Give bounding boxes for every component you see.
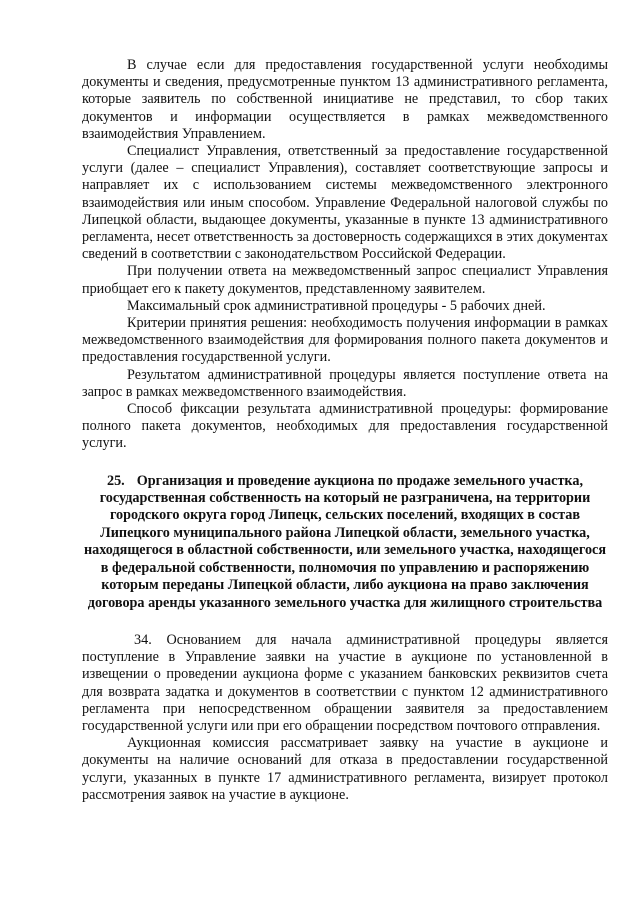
top-text-block: [82, 57, 608, 453]
paragraph-result-fixation: Способ фиксации результата административной процедуры: формирование полного пакета документов, необходимых для предоставления государственной услуги.: [82, 401, 608, 452]
paragraph-interagency-request: В случае если для предоставления государственной услуги необходимы документы и сведения, предусмотренные пунктом 13 административного регламента, которые заявитель по собственной инициативе не представил, то сбор таких документов и информации осуществляется в рамках межведомственного взаимодействия Управлением.: [82, 57, 608, 142]
paragraph-procedure-result: Результатом административной процедуры является поступление ответа на запрос в рамках межведомственного взаимодействия.: [82, 366, 608, 400]
paragraph-response-attach: При получении ответа на межведомственный запрос специалист Управления приобщает его к пакету документов, представленному заявителем.: [82, 263, 608, 297]
section-title: Организация и проведение аукциона по продаже земельного участка, государственная собственность на который не разграничена, на территории городского округа город Липецк, сельских поселений, входящих в состав Липецкого муниципального района Липецкой области, земельного участка, находящегося в областной собственности, или земельного участка, находящегося в федеральной собственности, полномочия по управлению и распоряжению которым переданы Липецкой области, либо аукциона на право заключения договора аренды указанного земельного участка для жилищного строительства: [83, 472, 607, 611]
section-number: 25.: [106, 472, 125, 489]
bottom-text-block: [82, 632, 608, 804]
paragraph-34-basis: 34. Основанием для начала административной процедуры является поступление в Управление заявки на участие в аукционе по установленной в извещении о проведении аукциона форме с указанием банковских реквизитов счета для возврата задатка и документов в соответствии с пунктом 12 административного регламента при непосредственном обращении заявителя за предоставлением государственной услуги или при его обращении посредством почтового отправления.: [82, 631, 608, 734]
section-heading: [82, 473, 608, 612]
paragraph-specialist-requests: Специалист Управления, ответственный за предоставление государственной услуги (далее – специалист Управления), составляет соответствующие запросы и направляет их с использованием системы межведомственного электронного взаимодействия или иным способом. Управление Федеральной налоговой службы по Липецкой области, выдающее документы, указанные в пункте 13 административного регламента, несет ответственность за достоверность содержащихся в этих документах сведений в соответствии с законодательством Российской Федерации.: [82, 143, 608, 263]
paragraph-decision-criteria: Критерии принятия решения: необходимость получения информации в рамках межведомственного взаимодействия для формирования полного пакета документов и предоставления государственной услуги.: [82, 315, 608, 366]
paragraph-auction-commission: Аукционная комиссия рассматривает заявку на участие в аукционе и документы на наличие оснований для отказа в предоставлении государственной услуги, указанных в пункте 17 административного регламента, визирует протокол рассмотрения заявок на участие в аукционе.: [82, 735, 608, 803]
paragraph-max-term: Максимальный срок административной процедуры - 5 рабочих дней.: [127, 297, 546, 314]
